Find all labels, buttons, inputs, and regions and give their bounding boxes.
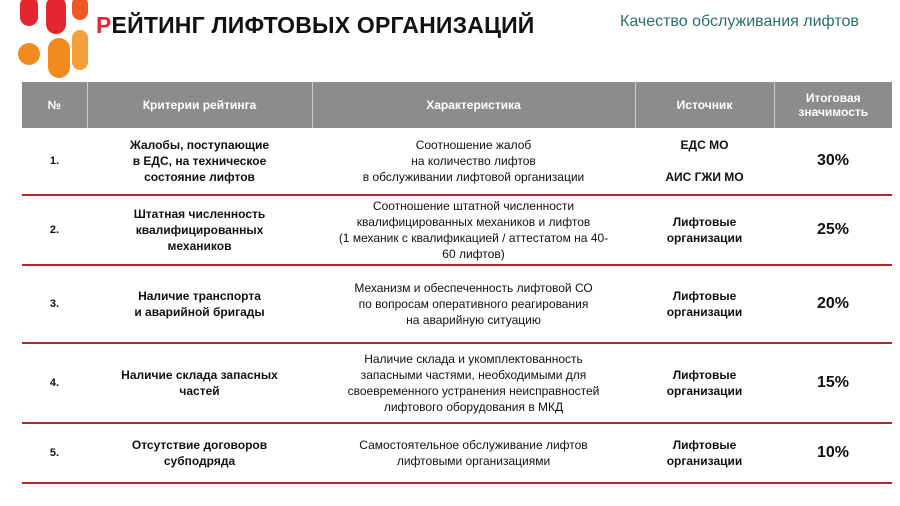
row-number: 5. xyxy=(22,423,87,483)
logo-red-bar xyxy=(20,0,38,26)
column-header-characteristic: Характеристика xyxy=(312,82,635,128)
logo-red-bar-3 xyxy=(72,0,88,20)
page-subtitle: Качество обслуживания лифтов xyxy=(620,13,859,30)
logo-icon xyxy=(6,0,92,82)
row-characteristic: Соотношение жалоб на количество лифтов в обслуживании лифтовой организации xyxy=(312,128,635,195)
row-source: Лифтовые организации xyxy=(635,195,774,265)
page-title xyxy=(96,12,535,39)
table-row xyxy=(22,128,892,195)
row-number: 1. xyxy=(22,128,87,195)
row-weight: 20% xyxy=(774,265,892,343)
row-criterion: Отсутствие договоров субподряда xyxy=(87,423,312,483)
row-criterion: Жалобы, поступающие в ЕДС, на техническое состояние лифтов xyxy=(87,128,312,195)
row-criterion: Наличие склада запасных частей xyxy=(87,343,312,423)
column-header-source: Источник xyxy=(635,82,774,128)
page-title-rest: ЕЙТИНГ ЛИФТОВЫХ ОРГАНИЗАЦИЙ xyxy=(111,12,535,38)
table-header-row xyxy=(22,82,892,128)
rating-table xyxy=(22,82,892,484)
row-weight: 25% xyxy=(774,195,892,265)
column-header-weight: Итоговая значимость xyxy=(774,82,892,128)
column-header-number: № xyxy=(22,82,87,128)
row-number: 4. xyxy=(22,343,87,423)
row-weight: 15% xyxy=(774,343,892,423)
row-source xyxy=(635,128,774,195)
logo-orange-bar-2 xyxy=(72,30,88,70)
row-characteristic: Самостоятельное обслуживание лифтов лифтовыми организациями xyxy=(312,423,635,483)
logo-orange-bar xyxy=(48,38,70,78)
logo-orange-dot xyxy=(18,43,40,65)
row-source-gap xyxy=(641,153,768,169)
row-number: 3. xyxy=(22,265,87,343)
row-number: 2. xyxy=(22,195,87,265)
row-source: Лифтовые организации xyxy=(635,343,774,423)
row-characteristic: Наличие склада и укомплектованность запасными частями, необходимыми для своевременного устранения неисправностей лифтового оборудования в МКД xyxy=(312,343,635,423)
table-row xyxy=(22,195,892,265)
row-weight: 30% xyxy=(774,128,892,195)
logo-red-bar-2 xyxy=(46,0,66,34)
page-title-first-letter: Р xyxy=(96,12,112,38)
table-row xyxy=(22,343,892,423)
row-weight: 10% xyxy=(774,423,892,483)
row-characteristic: Механизм и обеспеченность лифтовой СО по вопросам оперативного реагирования на аварийную ситуацию xyxy=(312,265,635,343)
row-characteristic: Соотношение штатной численности квалифицированных механиков и лифтов (1 механик с квалификацией / аттестатом на 40- 60 лифтов) xyxy=(312,195,635,265)
column-header-criteria: Критерии рейтинга xyxy=(87,82,312,128)
row-source: Лифтовые организации xyxy=(635,423,774,483)
row-source: Лифтовые организации xyxy=(635,265,774,343)
table-row xyxy=(22,265,892,343)
row-source-line: АИС ГЖИ МО xyxy=(665,170,744,184)
row-criterion: Штатная численность квалифицированных механиков xyxy=(87,195,312,265)
row-source-line: ЕДС МО xyxy=(680,138,729,152)
table-row xyxy=(22,423,892,483)
row-criterion: Наличие транспорта и аварийной бригады xyxy=(87,265,312,343)
